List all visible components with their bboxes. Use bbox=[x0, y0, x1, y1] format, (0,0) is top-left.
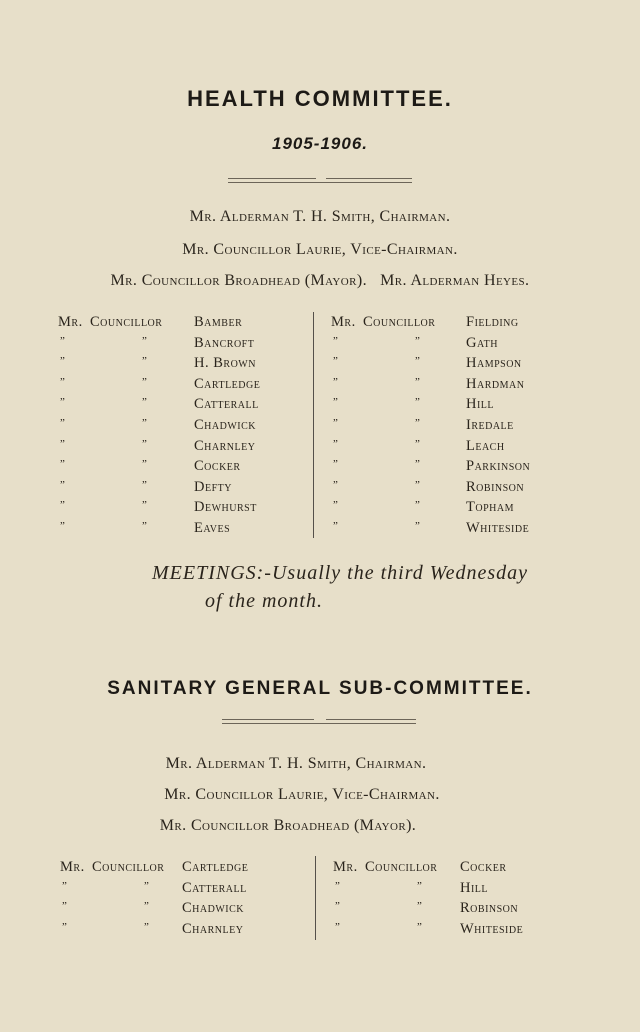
member-row bbox=[331, 376, 591, 397]
member-name: Hampson bbox=[466, 355, 522, 372]
member-row bbox=[58, 314, 308, 335]
ditto-mark: ” bbox=[60, 396, 66, 409]
meetings-note: MEETINGS:-Usually the third Wednesday bbox=[151, 562, 529, 584]
ditto-mark: ” bbox=[333, 519, 339, 532]
member-row bbox=[331, 438, 591, 459]
sub-officer-line-1: Mr. Alderman T. H. Smith, Chairman. bbox=[165, 755, 427, 772]
member-row bbox=[331, 520, 591, 541]
ditto-mark: ” bbox=[333, 437, 339, 450]
member-row bbox=[331, 335, 591, 356]
ditto-mark: ” bbox=[415, 499, 421, 512]
member-row bbox=[58, 396, 308, 417]
ditto-mark: ” bbox=[60, 375, 66, 388]
ditto-mark: ” bbox=[417, 900, 423, 913]
ditto-mark: ” bbox=[60, 416, 66, 429]
officer-line-3: Mr. Councillor Broadhead (Mayor). Mr. Alderman Heyes. bbox=[110, 272, 530, 289]
member-name: Charnley bbox=[182, 920, 244, 937]
member-name: Eaves bbox=[194, 519, 231, 536]
ditto-mark: ” bbox=[62, 920, 68, 933]
member-name: Catterall bbox=[182, 879, 247, 896]
ditto-mark: ” bbox=[142, 355, 148, 368]
ditto-mark: ” bbox=[60, 334, 66, 347]
member-name: Bancroft bbox=[194, 334, 255, 351]
ditto-mark: ” bbox=[333, 396, 339, 409]
member-name: Iredale bbox=[466, 416, 514, 433]
member-rank: Councillor bbox=[90, 314, 163, 330]
member-rank: Councillor bbox=[365, 859, 438, 875]
member-row bbox=[58, 355, 308, 376]
ditto-mark: ” bbox=[60, 478, 66, 491]
ditto-mark: ” bbox=[333, 334, 339, 347]
ditto-mark: ” bbox=[335, 920, 341, 933]
member-name: Topham bbox=[466, 499, 514, 516]
ditto-mark: ” bbox=[60, 519, 66, 532]
ditto-mark: ” bbox=[415, 334, 421, 347]
sub-officer-line-3: Mr. Councillor Broadhead (Mayor). bbox=[159, 817, 417, 834]
member-name: Cocker bbox=[460, 859, 507, 875]
member-row bbox=[58, 417, 308, 438]
ditto-mark: ” bbox=[60, 458, 66, 471]
ditto-mark: ” bbox=[142, 478, 148, 491]
ditto-mark: ” bbox=[333, 416, 339, 429]
sanitary-subcommittee-title: SANITARY GENERAL SUB-COMMITTEE. bbox=[107, 678, 533, 699]
member-name: Hardman bbox=[466, 375, 525, 392]
ditto-mark: ” bbox=[417, 920, 423, 933]
ditto-mark: ” bbox=[142, 375, 148, 388]
ditto-mark: ” bbox=[142, 458, 148, 471]
members-right-column bbox=[331, 314, 591, 541]
ditto-mark: ” bbox=[142, 499, 148, 512]
members-left-column bbox=[58, 314, 308, 541]
ditto-mark: ” bbox=[415, 458, 421, 471]
ditto-mark: ” bbox=[333, 355, 339, 368]
member-name: Fielding bbox=[466, 314, 519, 330]
member-rank: Councillor bbox=[363, 314, 436, 330]
member-name: Dewhurst bbox=[194, 499, 257, 516]
member-title: Mr. bbox=[60, 859, 85, 875]
member-row bbox=[60, 859, 310, 880]
ditto-mark: ” bbox=[60, 437, 66, 450]
member-name: Gath bbox=[466, 334, 498, 351]
member-name: Leach bbox=[466, 437, 505, 454]
member-name: Cocker bbox=[194, 458, 241, 475]
sub-members-right-column bbox=[333, 859, 593, 941]
member-name: Cartledge bbox=[182, 859, 249, 875]
member-name: Hill bbox=[460, 879, 489, 896]
member-name: H. Brown bbox=[194, 355, 256, 372]
sub-members-left-column bbox=[60, 859, 310, 941]
ditto-mark: ” bbox=[415, 478, 421, 491]
member-rank: Councillor bbox=[92, 859, 165, 875]
member-title: Mr. bbox=[58, 314, 83, 330]
committee-year: 1905-1906. bbox=[271, 134, 369, 153]
meetings-note-continued: of the month. bbox=[205, 590, 323, 612]
ditto-mark: ” bbox=[335, 879, 341, 892]
ditto-mark: ” bbox=[142, 396, 148, 409]
member-row bbox=[333, 880, 593, 901]
member-row bbox=[60, 880, 310, 901]
ditto-mark: ” bbox=[333, 375, 339, 388]
member-name: Parkinson bbox=[466, 458, 531, 475]
member-row bbox=[331, 458, 591, 479]
member-row bbox=[58, 520, 308, 541]
officer-line-2: Mr. Councillor Laurie, Vice-Chairman. bbox=[182, 241, 458, 258]
member-row bbox=[58, 376, 308, 397]
member-row bbox=[58, 479, 308, 500]
member-name: Catterall bbox=[194, 396, 259, 413]
member-row bbox=[58, 335, 308, 356]
member-title: Mr. bbox=[331, 314, 356, 330]
double-rule-2 bbox=[0, 719, 640, 725]
ditto-mark: ” bbox=[415, 416, 421, 429]
member-name: Bamber bbox=[194, 314, 243, 330]
officer-line-1: Mr. Alderman T. H. Smith, Chairman. bbox=[189, 208, 451, 225]
member-row bbox=[331, 417, 591, 438]
sub-column-divider bbox=[315, 856, 316, 940]
member-row bbox=[333, 921, 593, 942]
double-rule bbox=[0, 178, 640, 184]
member-name: Whiteside bbox=[460, 920, 524, 937]
ditto-mark: ” bbox=[142, 416, 148, 429]
ditto-mark: ” bbox=[335, 900, 341, 913]
member-name: Chadwick bbox=[194, 416, 256, 433]
member-name: Whiteside bbox=[466, 519, 530, 536]
member-row bbox=[331, 396, 591, 417]
member-row bbox=[60, 900, 310, 921]
ditto-mark: ” bbox=[333, 458, 339, 471]
ditto-mark: ” bbox=[60, 499, 66, 512]
member-title: Mr. bbox=[333, 859, 358, 875]
ditto-mark: ” bbox=[415, 375, 421, 388]
ditto-mark: ” bbox=[415, 396, 421, 409]
ditto-mark: ” bbox=[60, 355, 66, 368]
ditto-mark: ” bbox=[144, 920, 150, 933]
ditto-mark: ” bbox=[415, 519, 421, 532]
member-row bbox=[331, 314, 591, 335]
ditto-mark: ” bbox=[62, 879, 68, 892]
ditto-mark: ” bbox=[333, 499, 339, 512]
member-name: Charnley bbox=[194, 437, 256, 454]
ditto-mark: ” bbox=[142, 437, 148, 450]
member-name: Robinson bbox=[460, 900, 519, 917]
member-row bbox=[58, 438, 308, 459]
ditto-mark: ” bbox=[415, 437, 421, 450]
column-divider bbox=[313, 312, 314, 538]
sub-officer-line-2: Mr. Councillor Laurie, Vice-Chairman. bbox=[164, 786, 440, 803]
member-row bbox=[331, 479, 591, 500]
member-row bbox=[333, 859, 593, 880]
member-row bbox=[331, 355, 591, 376]
member-name: Chadwick bbox=[182, 900, 244, 917]
member-name: Hill bbox=[466, 396, 495, 413]
member-row bbox=[60, 921, 310, 942]
ditto-mark: ” bbox=[333, 478, 339, 491]
ditto-mark: ” bbox=[417, 879, 423, 892]
member-row bbox=[333, 900, 593, 921]
ditto-mark: ” bbox=[144, 900, 150, 913]
ditto-mark: ” bbox=[142, 334, 148, 347]
ditto-mark: ” bbox=[142, 519, 148, 532]
member-row bbox=[58, 499, 308, 520]
member-row bbox=[331, 499, 591, 520]
health-committee-title: HEALTH COMMITTEE. bbox=[187, 86, 453, 111]
member-row bbox=[58, 458, 308, 479]
ditto-mark: ” bbox=[144, 879, 150, 892]
ditto-mark: ” bbox=[62, 900, 68, 913]
ditto-mark: ” bbox=[415, 355, 421, 368]
member-name: Defty bbox=[194, 478, 232, 495]
member-name: Robinson bbox=[466, 478, 525, 495]
member-name: Cartledge bbox=[194, 375, 261, 392]
